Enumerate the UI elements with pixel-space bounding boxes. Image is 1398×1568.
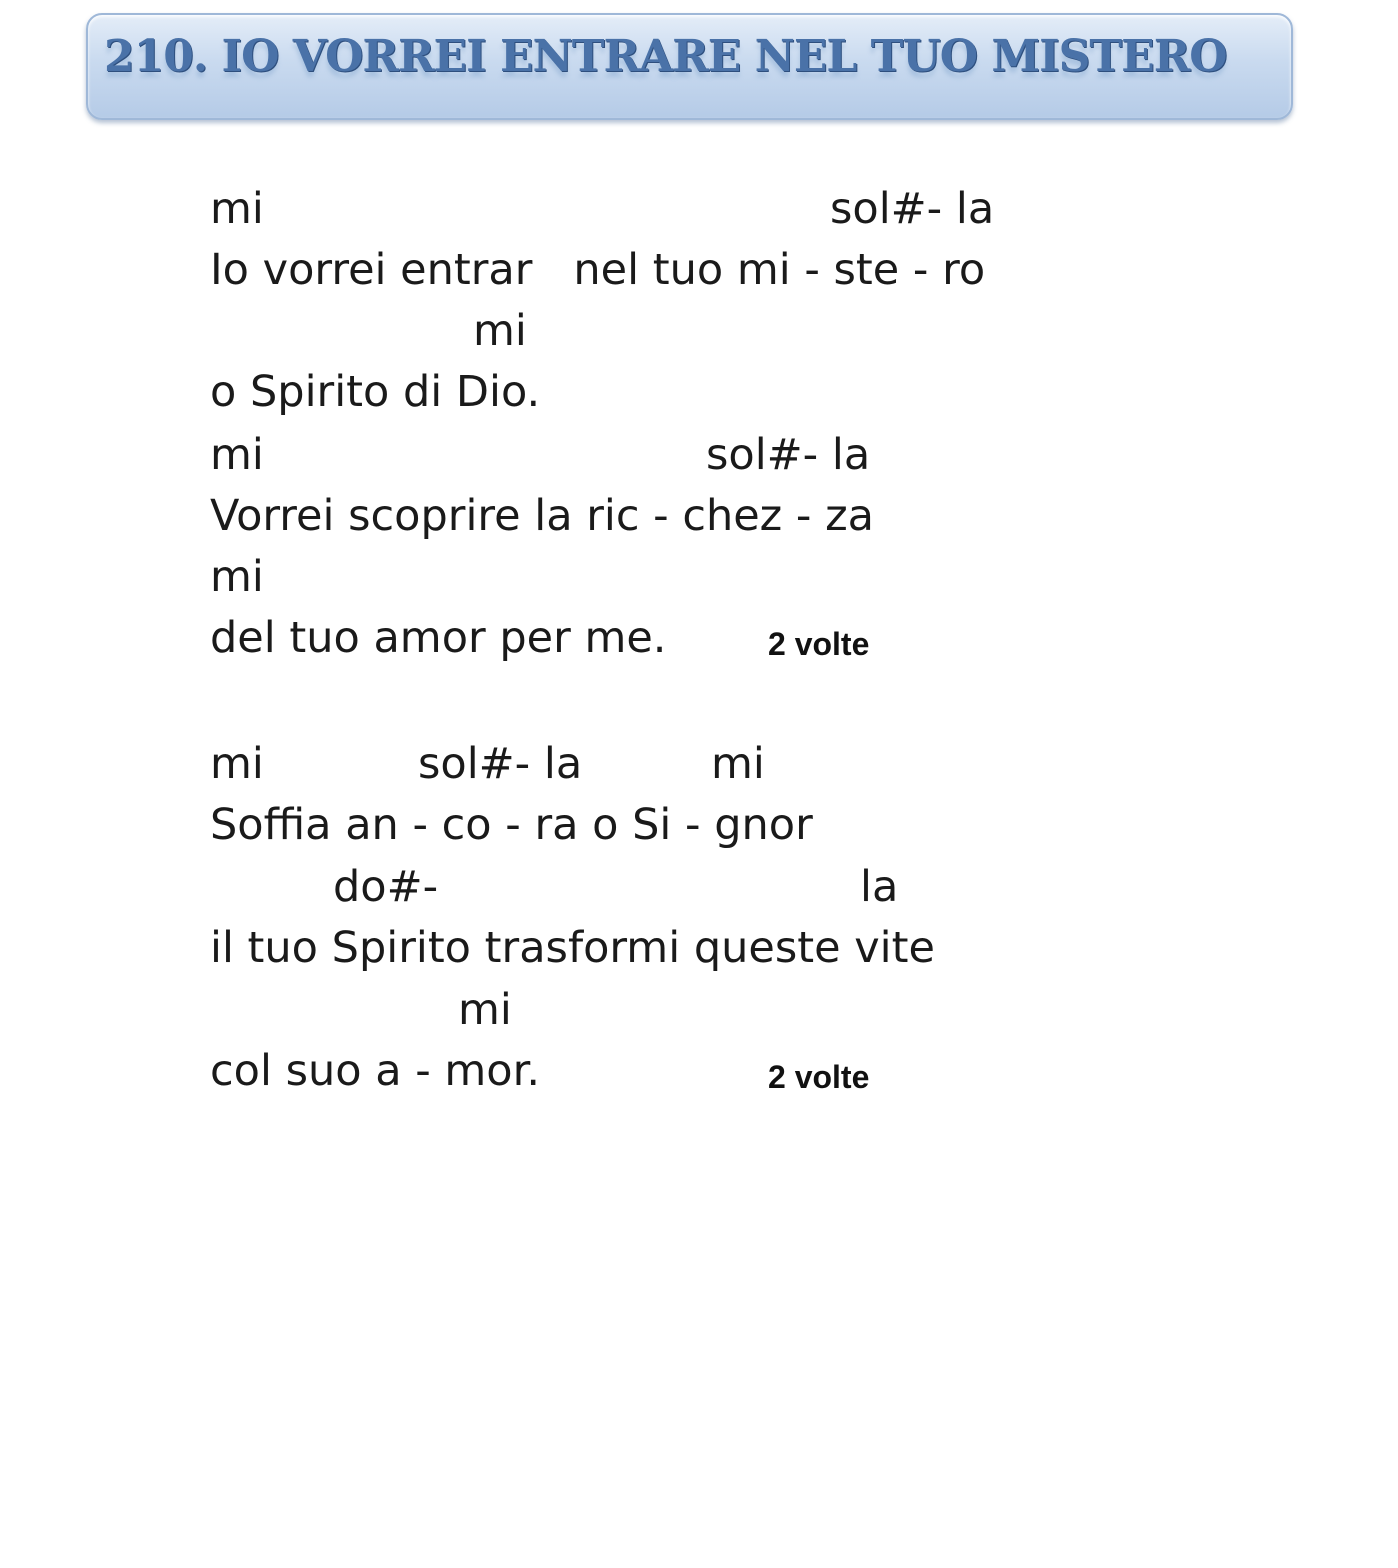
chord: mi	[711, 739, 765, 789]
chord: mi	[458, 985, 512, 1035]
chord: mi	[473, 306, 527, 356]
lyric-line: col suo a - mor.	[210, 1046, 540, 1096]
lyric-line: Vorrei scoprire la ric - chez - za	[210, 491, 875, 541]
chord: mi	[210, 552, 264, 602]
repeat-note: 2 volte	[768, 1059, 870, 1095]
chord: sol#- la	[418, 739, 583, 789]
lyric-line: o Spirito di Dio.	[210, 367, 541, 417]
repeat-note: 2 volte	[768, 626, 870, 662]
chord: mi	[210, 184, 264, 234]
chord: la	[860, 862, 899, 912]
chord: mi	[210, 739, 264, 789]
lyric-line: il tuo Spirito trasformi queste vite	[210, 923, 935, 973]
lyric-line: del tuo amor per me.	[210, 613, 667, 663]
chord: mi	[210, 430, 264, 480]
song-title: 210. IO VORREI ENTRARE NEL TUO MISTERO	[104, 31, 1227, 82]
title-banner	[86, 13, 1293, 120]
lyric-line: Soffia an - co - ra o Si - gnor	[210, 800, 813, 850]
chord: sol#- la	[706, 430, 871, 480]
chord: sol#- la	[830, 184, 995, 234]
chord: do#-	[333, 862, 439, 912]
lyric-line: Io vorrei entrar nel tuo mi - ste - ro	[210, 245, 986, 295]
